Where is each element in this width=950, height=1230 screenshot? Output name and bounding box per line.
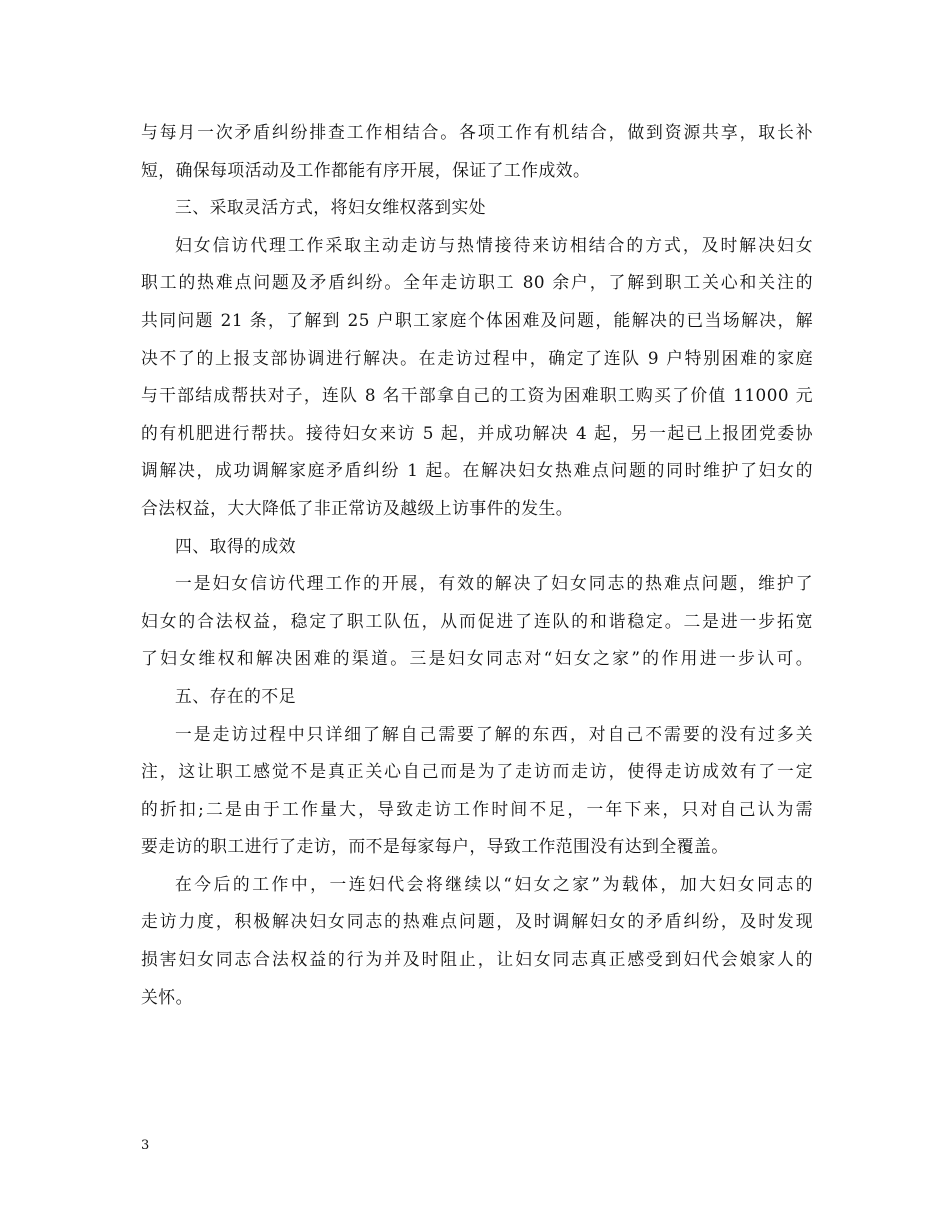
paragraph-line: 走访力度，积极解决妇女同志的热难点问题，及时调解妇女的矛盾纠纷，及时发现	[141, 911, 813, 932]
paragraph-line: 妇女的合法权益，稳定了职工队伍，从而促进了连队的和谐稳定。二是进一步拓宽	[141, 610, 813, 631]
section-heading: 五、存在的不足	[175, 685, 296, 706]
paragraph-line: 与每月一次矛盾纠纷排查工作相结合。各项工作有机结合，做到资源共享，取长补	[141, 122, 813, 142]
paragraph-line: 的有机肥进行帮扶。接待妇女来访 5 起，并成功解决 4 起，另一起已上报团党委协	[141, 422, 813, 443]
page-number: 3	[141, 1138, 150, 1153]
paragraph-line: 一是走访过程中只详细了解自己需要了解的东西，对自己不需要的没有过多关	[175, 723, 813, 744]
paragraph-line: 与干部结成帮扶对子，连队 8 名干部拿自己的工资为困难职工购买了价值 11000 元	[141, 385, 813, 406]
paragraph-line: 了妇女维权和解决困难的渠道。三是妇女同志对“妇女之家”的作用进一步认可。	[141, 648, 813, 669]
paragraph-line: 决不了的上报支部协调进行解决。在走访过程中，确定了连队 9 户特别困难的家庭	[141, 347, 813, 368]
paragraph-line: 合法权益，大大降低了非正常访及越级上访事件的发生。	[141, 497, 574, 518]
paragraph-line: 短，确保每项活动及工作都能有序开展，保证了工作成效。	[141, 159, 591, 180]
section-heading: 三、采取灵活方式，将妇女维权落到实处	[175, 197, 487, 218]
paragraph-line: 妇女信访代理工作采取主动走访与热情接待来访相结合的方式，及时解决妇女	[175, 234, 813, 255]
paragraph-line: 要走访的职工进行了走访，而不是每家每户，导致工作范围没有达到全覆盖。	[141, 836, 729, 857]
paragraph-line: 在今后的工作中，一连妇代会将继续以“妇女之家”为载体，加大妇女同志的	[175, 873, 813, 894]
paragraph-line: 共同问题 21 条，了解到 25 户职工家庭个体困难及问题，能解决的已当场解决，解	[141, 309, 813, 330]
paragraph-line: 职工的热难点问题及矛盾纠纷。全年走访职工 80 余户，了解到职工关心和关注的	[141, 272, 813, 293]
document-body	[141, 114, 813, 1016]
paragraph-line: 损害妇女同志合法权益的行为并及时阻止，让妇女同志真正感受到妇代会娘家人的	[141, 949, 813, 970]
paragraph-line: 的折扣;二是由于工作量大，导致走访工作时间不足，一年下来，只对自己认为需	[141, 798, 813, 819]
paragraph-line: 一是妇女信访代理工作的开展，有效的解决了妇女同志的热难点问题，维护了	[175, 573, 813, 594]
paragraph-line: 调解决，成功调解家庭矛盾纠纷 1 起。在解决妇女热难点问题的同时维护了妇女的	[141, 460, 813, 481]
section-heading: 四、取得的成效	[175, 535, 296, 556]
paragraph-line: 关怀。	[141, 986, 193, 1007]
paragraph-line: 注，这让职工感觉不是真正关心自己而是为了走访而走访，使得走访成效有了一定	[141, 761, 813, 782]
